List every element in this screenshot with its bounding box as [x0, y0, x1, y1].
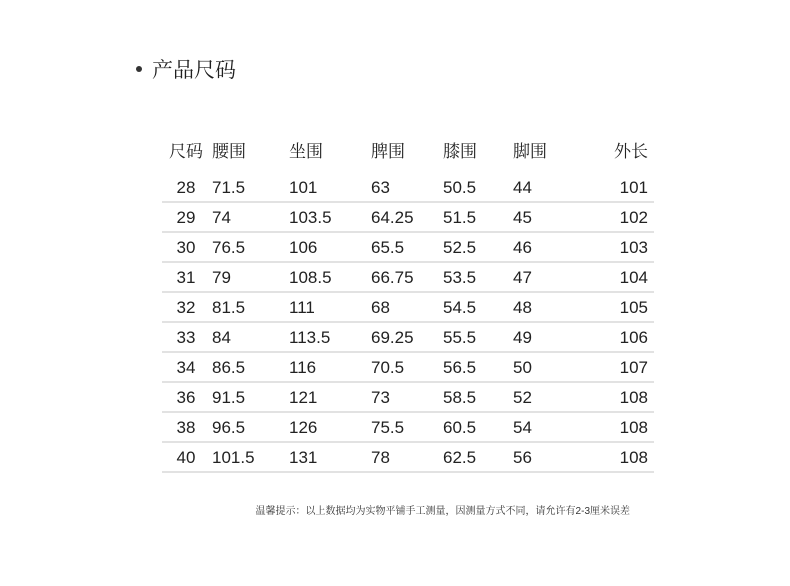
cell-waist: 81.5 [210, 292, 287, 322]
cell-knee: 56.5 [441, 352, 511, 382]
cell-knee: 50.5 [441, 173, 511, 202]
cell-thigh: 66.75 [369, 262, 441, 292]
table-row [162, 322, 654, 352]
cell-outseam: 104 [576, 262, 654, 292]
cell-size: 32 [162, 292, 210, 322]
cell-hip: 101 [287, 173, 369, 202]
cell-thigh: 64.25 [369, 202, 441, 232]
column-header-outseam: 外长 [614, 141, 648, 161]
table-header-row [162, 134, 654, 164]
cell-leg-opening: 50 [511, 352, 576, 382]
cell-knee: 52.5 [441, 232, 511, 262]
cell-thigh: 73 [369, 382, 441, 412]
cell-outseam: 103 [576, 232, 654, 262]
cell-knee: 62.5 [441, 442, 511, 472]
cell-size: 30 [162, 232, 210, 262]
column-header-thigh: 脾围 [371, 141, 405, 161]
cell-outseam: 108 [576, 442, 654, 472]
cell-outseam: 102 [576, 202, 654, 232]
bullet-icon [136, 66, 142, 72]
cell-thigh: 63 [369, 173, 441, 202]
cell-hip: 113.5 [287, 322, 369, 352]
size-table [162, 134, 654, 473]
cell-leg-opening: 54 [511, 412, 576, 442]
cell-hip: 103.5 [287, 202, 369, 232]
cell-size: 29 [162, 202, 210, 232]
column-header-waist: 腰围 [212, 141, 246, 161]
table-row [162, 382, 654, 412]
column-header-hip: 坐围 [289, 141, 323, 161]
cell-hip: 106 [287, 232, 369, 262]
cell-leg-opening: 44 [511, 173, 576, 202]
column-header-size: 尺码 [169, 141, 203, 161]
cell-thigh: 68 [369, 292, 441, 322]
cell-waist: 86.5 [210, 352, 287, 382]
cell-leg-opening: 47 [511, 262, 576, 292]
table-row [162, 173, 654, 202]
cell-waist: 91.5 [210, 382, 287, 412]
cell-hip: 116 [287, 352, 369, 382]
table-row [162, 232, 654, 262]
cell-size: 31 [162, 262, 210, 292]
cell-waist: 79 [210, 262, 287, 292]
column-header-leg-opening: 脚围 [513, 141, 547, 161]
cell-thigh: 75.5 [369, 412, 441, 442]
cell-outseam: 108 [576, 382, 654, 412]
cell-leg-opening: 45 [511, 202, 576, 232]
cell-leg-opening: 49 [511, 322, 576, 352]
cell-knee: 60.5 [441, 412, 511, 442]
cell-thigh: 78 [369, 442, 441, 472]
cell-hip: 111 [287, 292, 369, 322]
cell-outseam: 106 [576, 322, 654, 352]
cell-size: 28 [162, 173, 210, 202]
cell-outseam: 107 [576, 352, 654, 382]
cell-waist: 71.5 [210, 173, 287, 202]
cell-leg-opening: 48 [511, 292, 576, 322]
cell-size: 40 [162, 442, 210, 472]
cell-leg-opening: 56 [511, 442, 576, 472]
cell-knee: 53.5 [441, 262, 511, 292]
cell-leg-opening: 46 [511, 232, 576, 262]
cell-thigh: 70.5 [369, 352, 441, 382]
table-row [162, 262, 654, 292]
table-row [162, 202, 654, 232]
cell-outseam: 105 [576, 292, 654, 322]
section-title-text: 产品尺码 [152, 59, 236, 82]
cell-waist: 76.5 [210, 232, 287, 262]
column-header-knee: 膝围 [443, 141, 477, 161]
cell-knee: 58.5 [441, 382, 511, 412]
cell-hip: 108.5 [287, 262, 369, 292]
cell-size: 34 [162, 352, 210, 382]
cell-waist: 74 [210, 202, 287, 232]
cell-knee: 55.5 [441, 322, 511, 352]
cell-knee: 51.5 [441, 202, 511, 232]
section-title [136, 57, 236, 85]
cell-outseam: 101 [576, 173, 654, 202]
table-row [162, 412, 654, 442]
table-body [162, 173, 654, 472]
cell-size: 33 [162, 322, 210, 352]
cell-hip: 121 [287, 382, 369, 412]
cell-waist: 84 [210, 322, 287, 352]
cell-outseam: 108 [576, 412, 654, 442]
cell-hip: 131 [287, 442, 369, 472]
cell-size: 38 [162, 412, 210, 442]
cell-thigh: 65.5 [369, 232, 441, 262]
cell-waist: 101.5 [210, 442, 287, 472]
measurement-note: 温馨提示：以上数据均为实物平铺手工测量，因测量方式不同，请允许有2-3厘米误差 [255, 506, 630, 517]
table-row [162, 352, 654, 382]
cell-size: 36 [162, 382, 210, 412]
table-row [162, 442, 654, 472]
cell-hip: 126 [287, 412, 369, 442]
cell-waist: 96.5 [210, 412, 287, 442]
cell-knee: 54.5 [441, 292, 511, 322]
cell-thigh: 69.25 [369, 322, 441, 352]
cell-leg-opening: 52 [511, 382, 576, 412]
table-row [162, 292, 654, 322]
